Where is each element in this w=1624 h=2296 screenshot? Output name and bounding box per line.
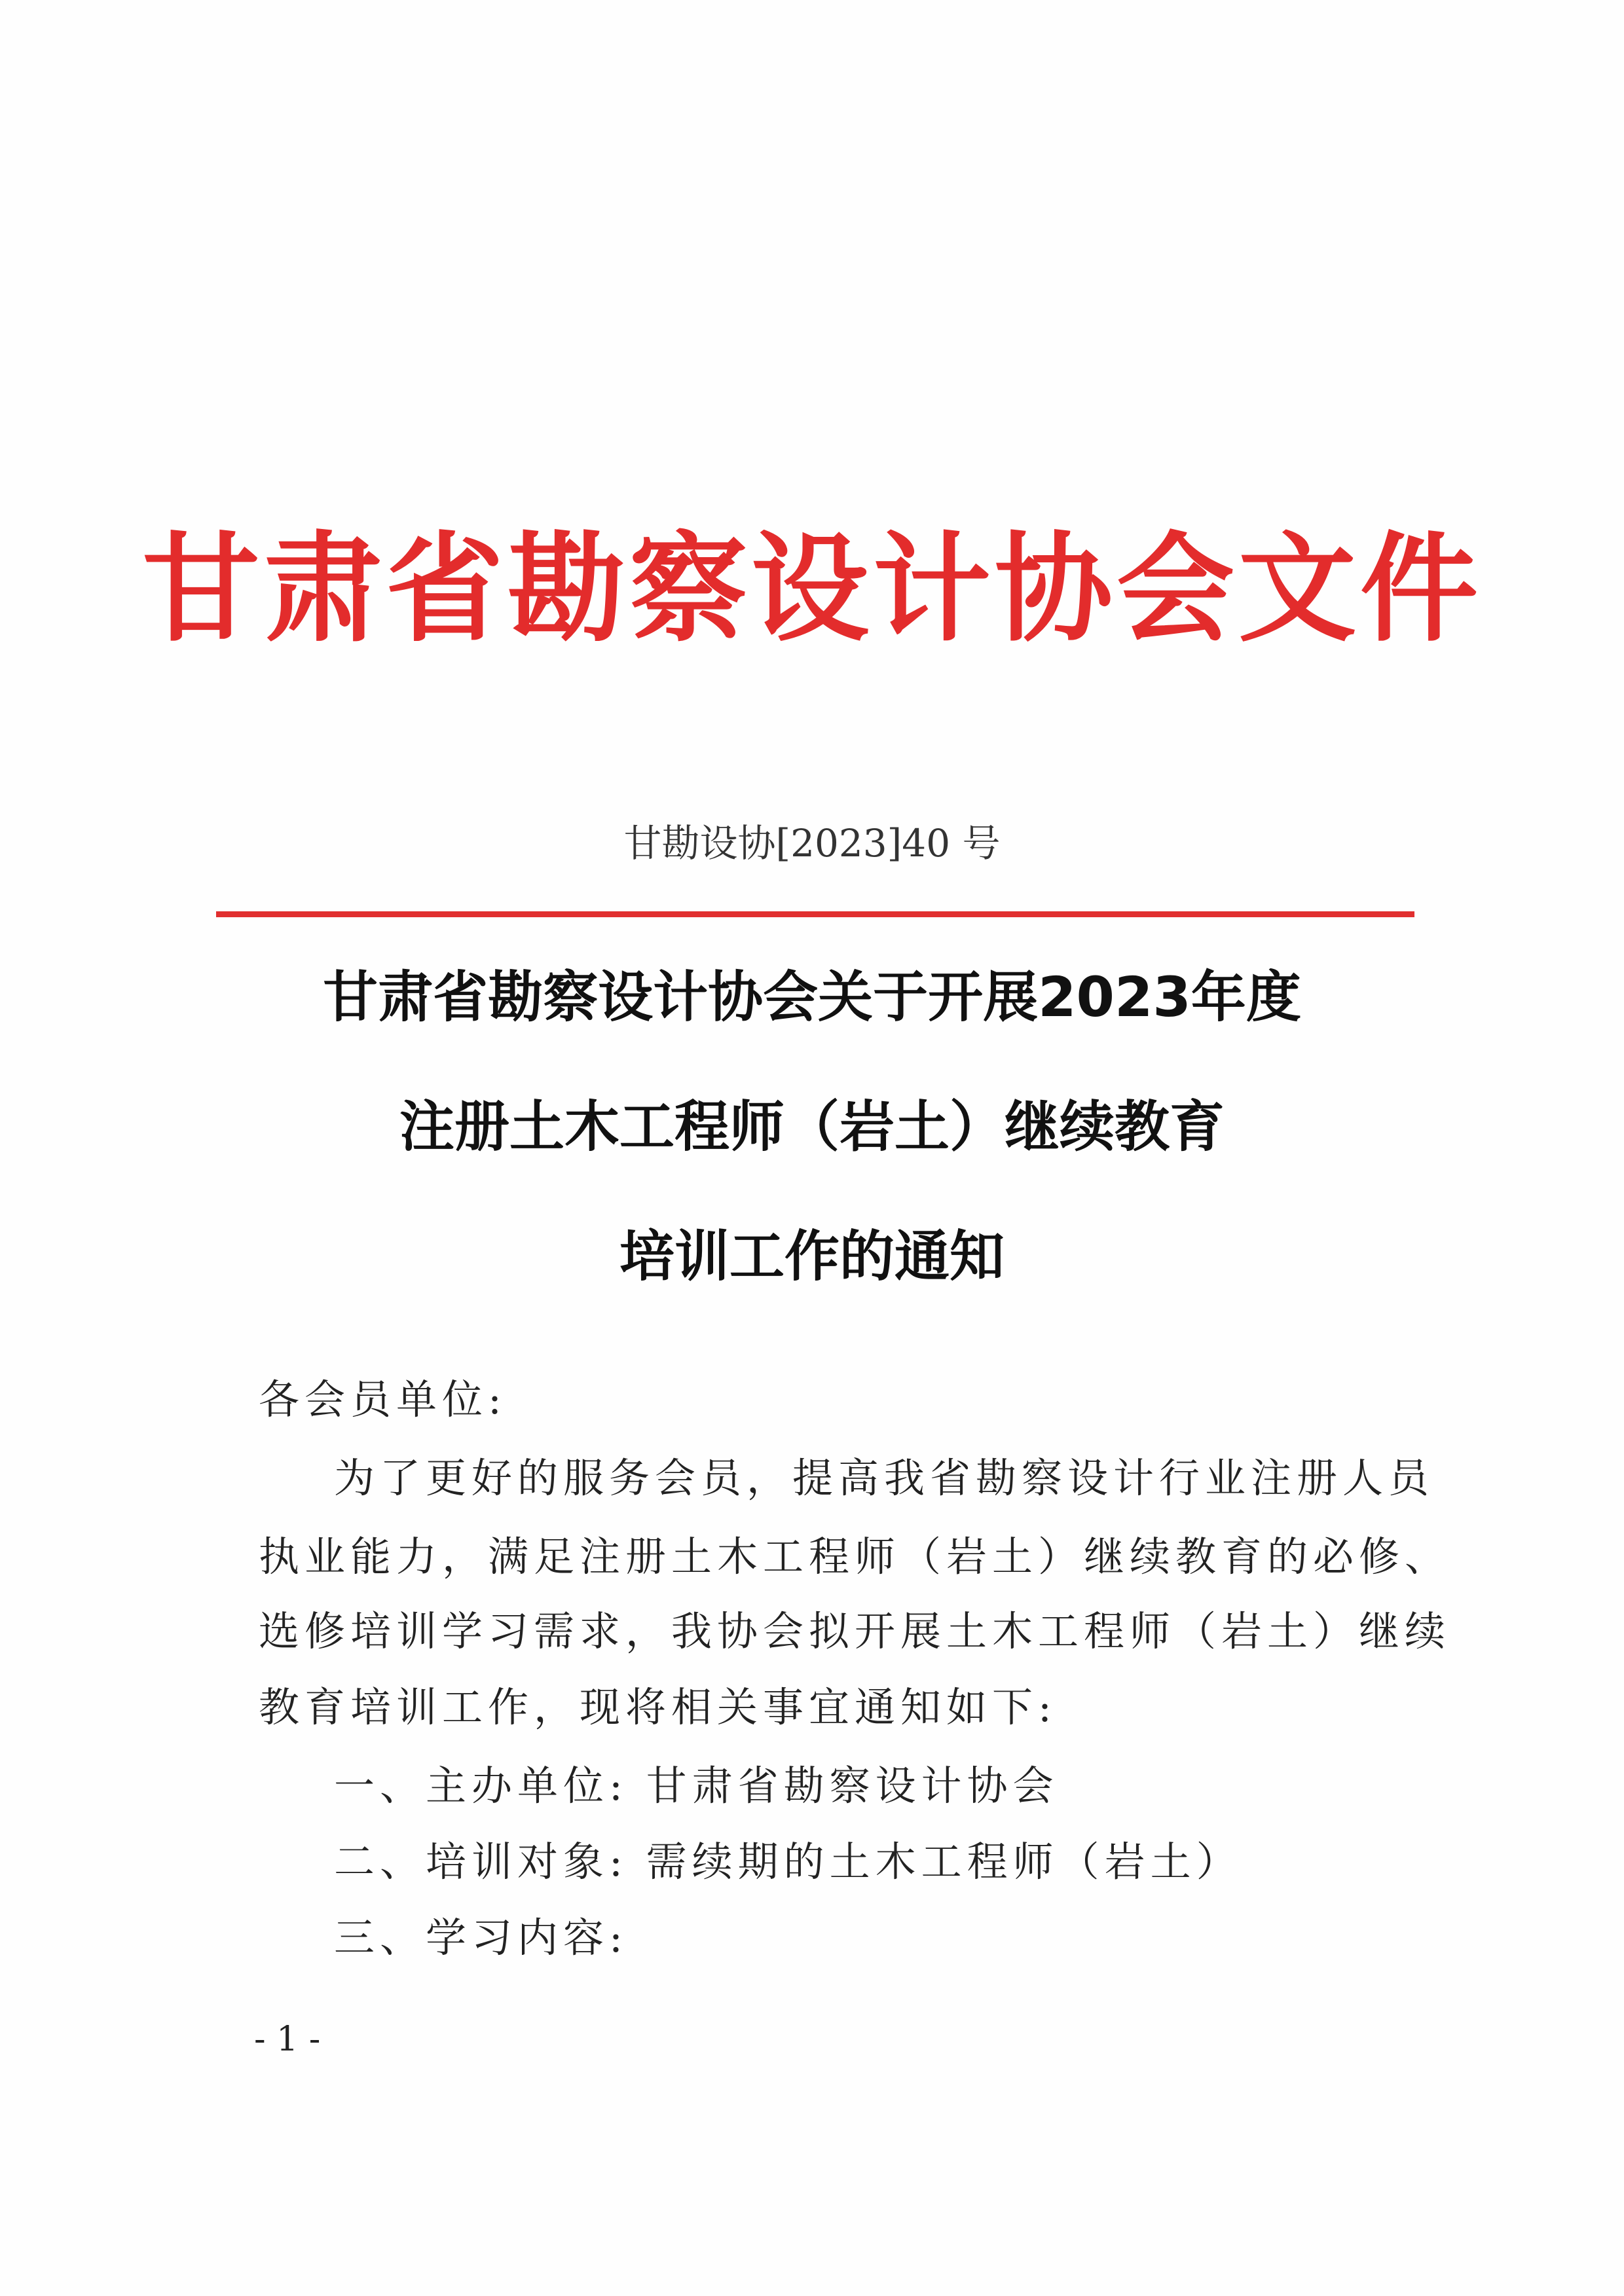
item-organizer: 一、主办单位: 甘肃省勘察设计协会 xyxy=(334,1762,1059,1810)
issuer-header-title: 甘肃省勘察设计协会文件 xyxy=(141,520,1482,658)
item-learning-content: 三、学习内容: xyxy=(334,1914,628,1961)
document-number: 甘勘设协[2023]40 号 xyxy=(623,821,1001,866)
notice-title-line-3: 培训工作的通知 xyxy=(619,1224,1005,1288)
red-divider-rule xyxy=(216,911,1414,917)
notice-title-line-1: 甘肃省勘察设计协会关于开展2023年度 xyxy=(323,965,1301,1029)
salutation: 各会员单位: xyxy=(259,1376,507,1423)
paragraph-1-line-2: 执业能力，满足注册土木工程师（岩土）继续教育的必修、 xyxy=(259,1533,1451,1580)
notice-title-line-2: 注册土木工程师（岩土）继续教育 xyxy=(399,1095,1225,1159)
page-number: - 1 - xyxy=(254,2020,321,2059)
paragraph-1-line-3: 选修培训学习需求，我协会拟开展土木工程师（岩土）继续 xyxy=(259,1607,1451,1655)
item-training-target: 二、培训对象: 需续期的土木工程师（岩土） xyxy=(334,1838,1242,1886)
paragraph-1-line-4: 教育培训工作，现将相关事宜通知如下: xyxy=(259,1683,1057,1731)
paragraph-1-line-1: 为了更好的服务会员，提高我省勘察设计行业注册人员 xyxy=(334,1454,1435,1502)
